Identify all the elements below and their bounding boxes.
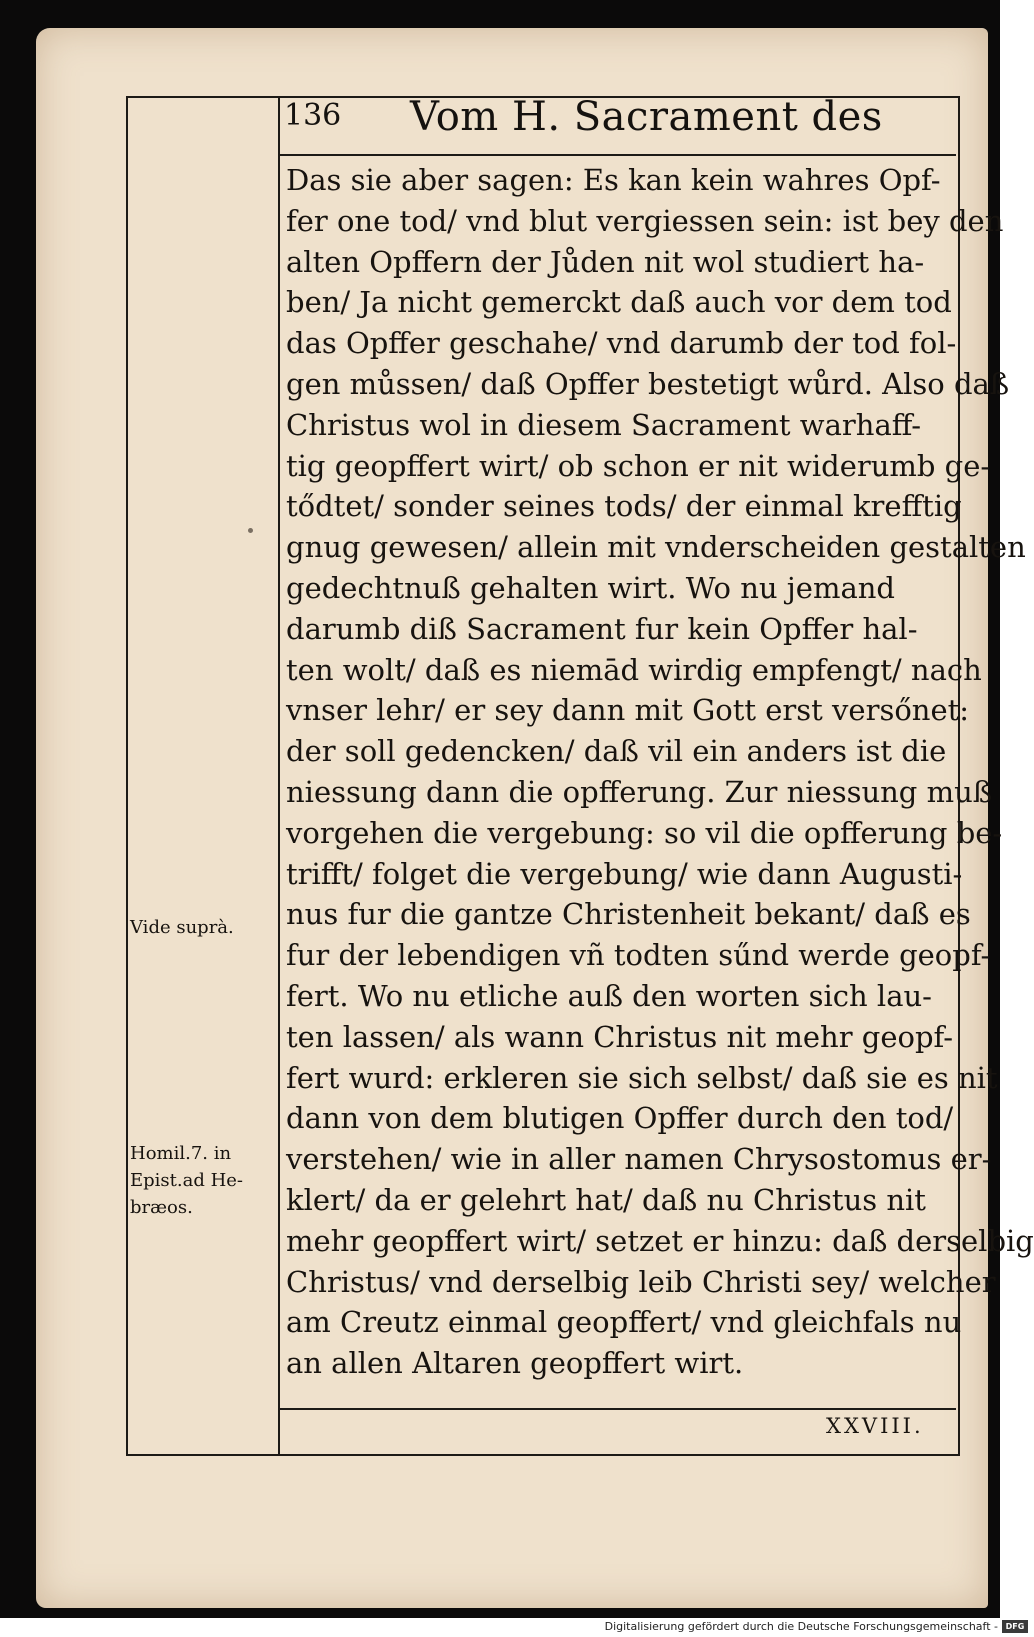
text-line: am Creutz einmal geopffert/ vnd gleichfals nu — [286, 1305, 962, 1340]
page-number: 136 — [284, 98, 342, 133]
text-line: Christus wol in diesem Sacrament warhaff- — [286, 407, 922, 442]
text-line: tődtet/ sonder seines tods/ der einmal krefftig — [286, 489, 962, 524]
text-line: nus fur die gantze Christenheit bekant/ daß es — [286, 897, 971, 932]
text-line: der soll gedencken/ daß vil ein anders ist die — [286, 734, 947, 769]
margin-note-line: Epist.ad He- — [130, 1170, 244, 1191]
body-text — [286, 160, 1034, 1384]
text-line: klert/ da er gelehrt hat/ daß nu Christus nit — [286, 1182, 926, 1217]
footer-rule — [280, 1408, 956, 1410]
text-line: alten Opffern der Jůden nit wol studiert ha- — [286, 244, 925, 279]
header-rule — [280, 154, 956, 156]
text-line: vorgehen die vergebung: so vil die opfferung be- — [286, 815, 1003, 850]
text-line: ten lassen/ als wann Christus nit mehr geopf- — [286, 1019, 954, 1054]
dfg-logo[interactable]: DFG — [1002, 1620, 1028, 1633]
text-line: dann von dem blutigen Opffer durch den tod/ — [286, 1101, 954, 1136]
text-line: trifft/ folget die vergebung/ wie dann Augusti- — [286, 856, 963, 891]
ink-speck — [248, 528, 253, 533]
text-line: fer one tod/ vnd blut vergiessen sein: ist bey den — [286, 203, 1004, 238]
text-line: fert. Wo nu etliche auß den worten sich lau- — [286, 978, 932, 1013]
margin-note-reference — [130, 1140, 243, 1221]
text-line: ben/ Ja nicht gemerckt daß auch vor dem tod — [286, 285, 952, 320]
running-title: Vom H. Sacrament des — [410, 94, 883, 140]
text-line: das Opffer geschahe/ vnd darumb der tod fol- — [286, 326, 957, 361]
text-line: verstehen/ wie in aller namen Chrysostomus er- — [286, 1142, 992, 1177]
funding-credit: Digitalisierung gefördert durch die Deutsche Forschungsgemeinschaft - — [604, 1620, 998, 1633]
text-line: gen můssen/ daß Opffer bestetigt wůrd. Also daß — [286, 366, 1010, 401]
margin-note-line: Homil.7. in — [130, 1143, 232, 1164]
text-line: an allen Altaren geopffert wirt. — [286, 1346, 744, 1381]
text-line: mehr geopffert wirt/ setzet er hinzu: daß derselbig — [286, 1223, 1034, 1258]
margin-note-line: bræos. — [130, 1197, 193, 1218]
margin-note: Vide suprà. — [130, 917, 234, 938]
text-line: niessung dann die opfferung. Zur niessung muß — [286, 774, 993, 809]
text-line: gedechtnuß gehalten wirt. Wo nu jemand — [286, 570, 895, 605]
text-line: gnug gewesen/ allein mit vnderscheiden gestalten — [286, 530, 1026, 565]
text-line: tig geopffert wirt/ ob schon er nit widerumb ge- — [286, 448, 991, 483]
text-line: fert wurd: erkleren sie sich selbst/ daß sie es nit — [286, 1060, 998, 1095]
text-line: fur der lebendigen vñ todten sűnd werde geopf- — [286, 938, 991, 973]
text-line: ten wolt/ daß es niemād wirdig empfengt/ nach — [286, 652, 982, 687]
text-line: Christus/ vnd derselbig leib Christi sey/ welcher — [286, 1264, 996, 1299]
signature-mark: XXVIII. — [826, 1414, 924, 1438]
text-line: Das sie aber sagen: Es kan kein wahres Opf- — [286, 163, 941, 197]
margin-column-rule — [278, 96, 280, 1454]
text-line: darumb diß Sacrament fur kein Opffer hal- — [286, 611, 918, 646]
text-line: vnser lehr/ er sey dann mit Gott erst versőnet: — [286, 693, 970, 728]
